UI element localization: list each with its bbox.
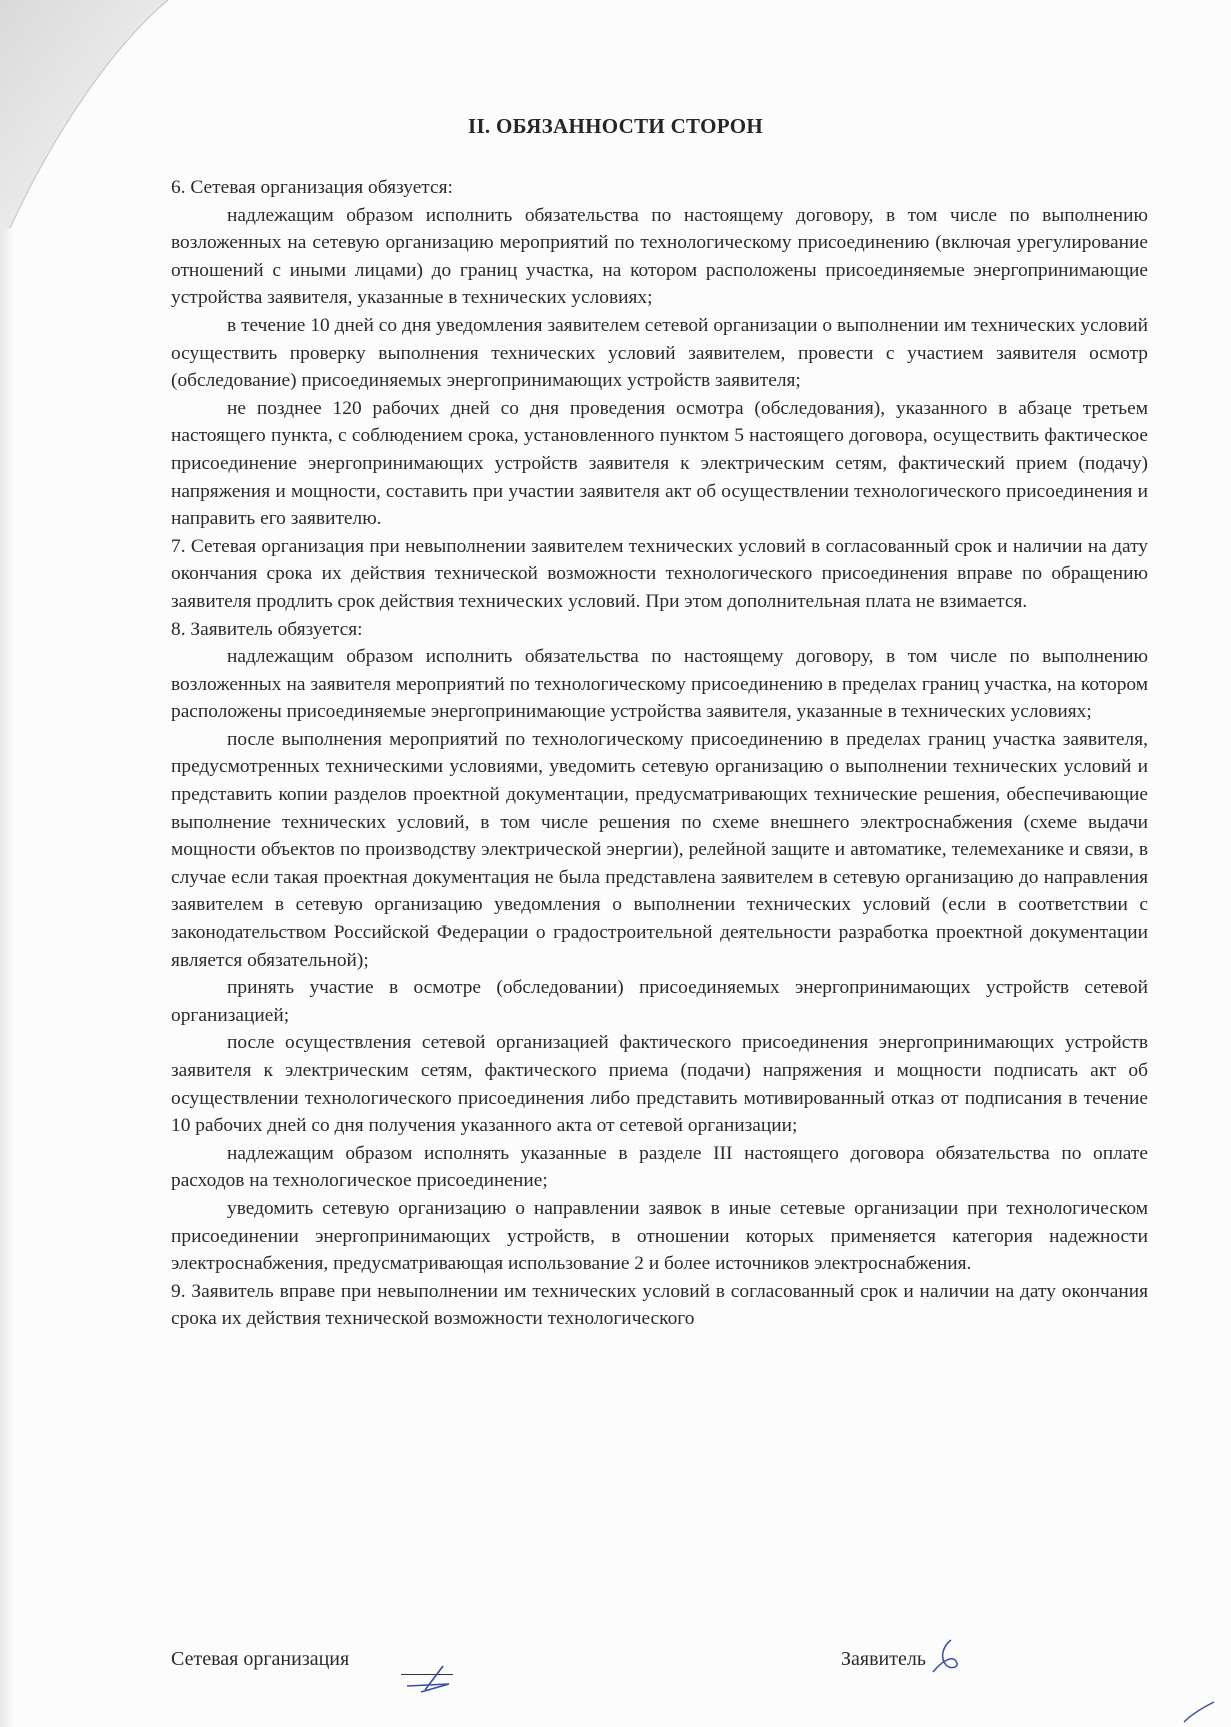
page-edge-shadow xyxy=(0,0,14,1727)
clause-paragraph: надлежащим образом исполнить обязательства по настоящему договору, в том числе по выполнению возложенных на сетевую организацию мероприятий по технологическому присоединению (включая урегулирование отношений с иными лицами) до границ участка, на котором расположены присоединяемые энергопринимающие устройства заявителя, указанные в технических условиях; xyxy=(171,204,1148,309)
clause-paragraph: уведомить сетевую организацию о направлении заявок в иные сетевые организации при технологическом присоединении энергопринимающих устройств, в отношении которых применяется категория надежности электроснабжения, предусматривающая использование 2 и более источников электроснабжения. xyxy=(171,1197,1148,1275)
clause-paragraph: после выполнения мероприятий по технологическому присоединению в пределах границ участка заявителя, предусмотренных техническими условиями, уведомить сетевую организацию о выполнении технических условий и представить копии разделов проектной документации, предусматривающих технические решения, обеспечивающие выполнение технических условий, в том числе решения по схеме внешнего электроснабжения (схеме выдачи мощности объектов по производству электрической энергии), релейной защите и автоматике, телемеханике и связи, в случае если такая проектная документация не была представлена заявителем в сетевую организацию до направления заявителем в сетевую организацию уведомления о выполнении технических условий (если в соответствии с законодательством Российской Федерации о градостроительной деятельности разработка проектной документации является обязательной); xyxy=(171,728,1148,971)
numbered-clause: 9. Заявитель вправе при невыполнении им технических условий в согласованный срок и наличии на дату окончания срока их действия технической возможности технологического xyxy=(171,1280,1148,1330)
network-org-label: Сетевая организация xyxy=(171,1648,350,1670)
clause-paragraph: надлежащим образом исполнять указанные в разделе III настоящего договора обязательства по оплате расходов на технологическое присоединение; xyxy=(171,1142,1148,1192)
network-org-signature-mark xyxy=(403,1656,463,1694)
clause-paragraph: после осуществления сетевой организацией фактического присоединения энергопринимающих устройств заявителя к электрическим сетям, фактического приема (подачи) напряжения и мощности подписать акт об осуществлении технологического присоединения либо представить мотивированный отказ от подписания в течение 10 рабочих дней со дня получения указанного акта от сетевой организации; xyxy=(171,1032,1148,1137)
clause-paragraph: в течение 10 дней со дня уведомления заявителем сетевой организации о выполнении им технических условий осуществить проверку выполнения технических условий заявителем, провести с участием заявителя осмотр (обследование) присоединяемых энергопринимающих устройств заявителя; xyxy=(171,314,1148,392)
document-body xyxy=(171,174,1148,1333)
corner-pen-mark xyxy=(1180,1700,1220,1727)
applicant-signature-mark xyxy=(921,1636,971,1676)
signature-footer xyxy=(171,1636,1148,1696)
numbered-clause: 8. Заявитель обязуется: xyxy=(171,618,363,640)
clause-paragraph: надлежащим образом исполнить обязательства по настоящему договору, в том числе по выполнению возложенных на заявителя мероприятий по технологическому присоединению в пределах границ участка, на котором расположены присоединяемые энергопринимающие устройства заявителя, указанные в технических условиях; xyxy=(171,646,1148,723)
clause-paragraph: не позднее 120 рабочих дней со дня проведения осмотра (обследования), указанного в абзаце третьем настоящего пункта, с соблюдением срока, установленного пунктом 5 настоящего договора, осуществить фактическое присоединение энергопринимающих устройств заявителя к электрическим сетям, фактический прием (подачу) напряжения и мощности, составить при участии заявителя акт об осуществлении технологического присоединения и направить его заявителю. xyxy=(171,397,1148,530)
numbered-clause: 6. Сетевая организация обязуется: xyxy=(171,177,453,198)
numbered-clause: 7. Сетевая организация при невыполнении заявителем технических условий в согласованный срок и наличии на дату окончания срока их действия технической возможности технологического присоединения вправе по обращению заявителя продлить срок действия технических условий. При этом дополнительная плата не взимается. xyxy=(171,535,1148,612)
applicant-label: Заявитель xyxy=(841,1648,926,1670)
section-title: II. ОБЯЗАННОСТИ СТОРОН xyxy=(467,114,763,138)
clause-paragraph: принять участие в осмотре (обследовании) присоединяемых энергопринимающих устройств сетевой организацией; xyxy=(171,977,1148,1026)
